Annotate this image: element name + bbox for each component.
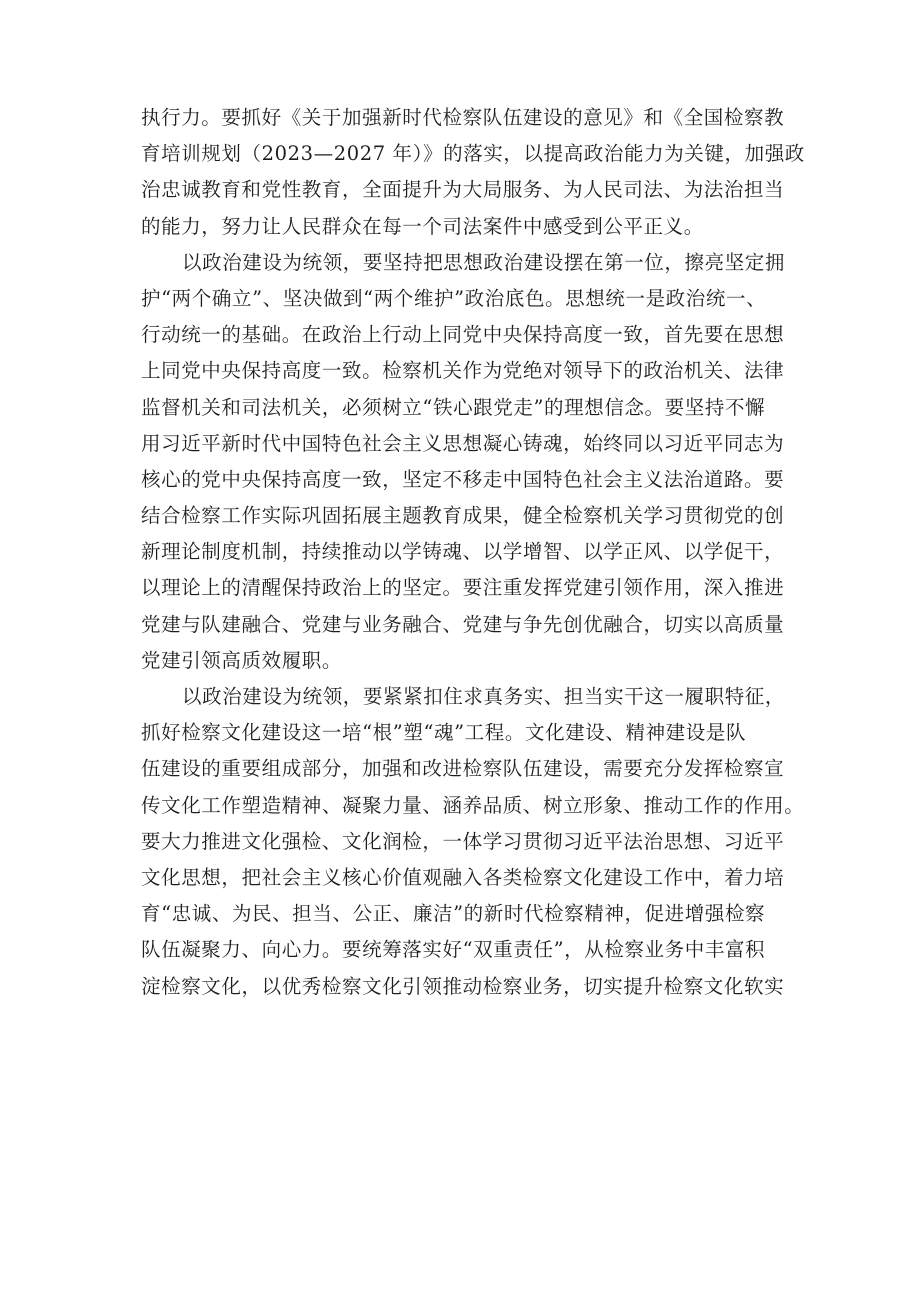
text-line: 队伍凝聚力、向心力。要统筹落实好“双重责任”，从检察业务中丰富积	[141, 938, 766, 962]
text-line: 用习近平新时代中国特色社会主义思想凝心铸魂，始终同以习近平同志为	[141, 431, 785, 455]
text-line: 党建与队建融合、党建与业务融合、党建与争先创优融合，切实以高质量	[141, 612, 785, 636]
text-line: 伍建设的重要组成部分，加强和改进检察队伍建设，需要充分发挥检察宣	[141, 757, 785, 781]
text-line: 育“忠诚、为民、担当、公正、廉洁”的新时代检察精神，促进增强检察	[141, 902, 766, 926]
text-line: 行动统一的基础。在政治上行动上同党中央保持高度一致，首先要在思想	[141, 323, 785, 347]
text-line: 抓好检察文化建设这一培“根”塑“魂”工程。文化建设、精神建设是队	[141, 721, 747, 745]
text-line: 育培训规划（2023—2027 年）》的落实，以提高政治能力为关键，加强政	[141, 142, 805, 166]
text-line: 淀检察文化，以优秀检察文化引领推动检察业务，切实提升检察文化软实	[141, 974, 785, 998]
text-line: 结合检察工作实际巩固拓展主题教育成果，健全检察机关学习贯彻党的创	[141, 504, 785, 528]
text-line: 新理论制度机制，持续推动以学铸魂、以学增智、以学正风、以学促干，	[141, 540, 785, 564]
text-line: 治忠诚教育和党性教育，全面提升为大局服务、为人民司法、为法治担当	[141, 178, 785, 202]
paragraph	[141, 245, 801, 679]
text-line: 核心的党中央保持高度一致，坚定不移走中国特色社会主义法治道路。要	[141, 467, 785, 491]
text-line: 传文化工作塑造精神、凝聚力量、涵养品质、树立形象、推动工作的作用。	[141, 793, 805, 817]
text-line: 以政治建设为统领，要紧紧扣住求真务实、担当实干这一履职特征，	[182, 685, 786, 708]
text-line: 以理论上的清醒保持政治上的坚定。要注重发挥党建引领作用，深入推进	[141, 576, 785, 600]
text-line: 上同党中央保持高度一致。检察机关作为党绝对领导下的政治机关、法律	[141, 359, 785, 383]
text-line: 的能力，努力让人民群众在每一个司法案件中感受到公平正义。	[141, 214, 704, 238]
text-line: 党建引领高质效履职。	[141, 648, 343, 672]
text-line: 监督机关和司法机关，必须树立“铁心跟党走”的理想信念。要坚持不懈	[141, 395, 766, 419]
text-line: 执行力。要抓好《关于加强新时代检察队伍建设的意见》和《全国检察教	[141, 106, 785, 129]
text-line: 护“两个确立”、坚决做到“两个维护”政治底色。思想统一是政治统一、	[141, 286, 767, 310]
text-line: 以政治建设为统领，要坚持把思想政治建设摆在第一位，擦亮坚定拥	[182, 250, 786, 274]
paragraph	[141, 679, 805, 1005]
document-body	[141, 100, 805, 1005]
text-line: 文化思想，把社会主义核心价值观融入各类检察文化建设工作中，着力培	[141, 865, 785, 889]
paragraph	[141, 100, 805, 245]
text-line: 要大力推进文化强检、文化润检，一体学习贯彻习近平法治思想、习近平	[141, 829, 785, 853]
